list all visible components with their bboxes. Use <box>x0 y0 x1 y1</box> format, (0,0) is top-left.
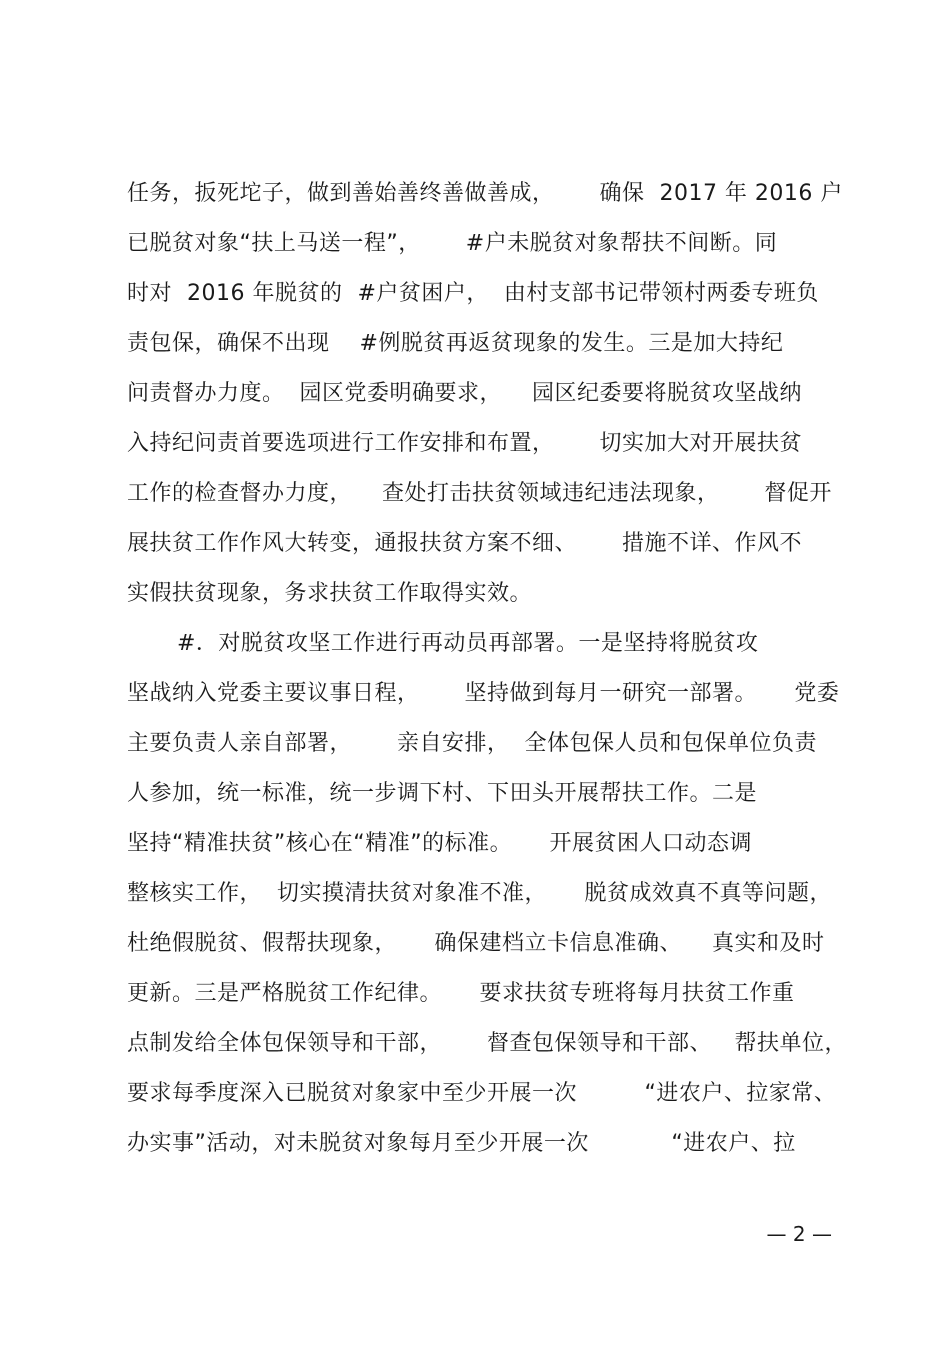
body-text-line: 点制发给全体包保领导和干部， 督查包保领导和干部、 帮扶单位， <box>127 1031 847 1056</box>
body-text-line: 要求每季度深入已脱贫对象家中至少开展一次 “进农户、拉家常、 <box>127 1081 837 1106</box>
body-text-line: 更新。三是严格脱贫工作纪律。 要求扶贫专班将每月扶贫工作重 <box>127 981 795 1006</box>
body-text-line: 时对 2016 年脱贫的 #户贫困户， 由村支部书记带领村两委专班负 <box>127 281 819 306</box>
body-text-line: 人参加，统一标准，统一步调下村、下田头开展帮扶工作。二是 <box>127 781 758 806</box>
body-text-line: 责包保，确保不出现 #例脱贫再返贫现象的发生。三是加大持纪 <box>127 331 784 356</box>
page-number: — 2 — <box>766 1222 832 1246</box>
body-text-line: 实假扶贫现象，务求扶贫工作取得实效。 <box>127 581 533 606</box>
body-text-line: 已脱贫对象“扶上马送一程”， #户未脱贫对象帮扶不间断。同 <box>127 231 778 256</box>
body-text-line: 杜绝假脱贫、假帮扶现象， 确保建档立卡信息准确、 真实和及时 <box>127 931 825 956</box>
body-text-line: 任务，扳死坨子，做到善始善终善做善成， 确保 2017 年 2016 户 <box>127 181 843 206</box>
body-text-line: 办实事”活动，对未脱贫对象每月至少开展一次 “进农户、拉 <box>127 1131 796 1156</box>
body-text-line: 工作的检查督办力度， 查处打击扶贫领域违纪违法现象， 督促开 <box>127 481 832 506</box>
paragraph-first-line: #．对脱贫攻坚工作进行再动员再部署。一是坚持将脱贫攻 <box>177 631 759 656</box>
body-text-line: 坚战纳入党委主要议事日程， 坚持做到每月一研究一部署。 党委 <box>127 681 840 706</box>
body-text-line: 整核实工作， 切实摸清扶贫对象准不准， 脱贫成效真不真等问题， <box>127 881 832 906</box>
body-text-line: 坚持“精准扶贫”核心在“精准”的标准。 开展贫困人口动态调 <box>127 831 753 856</box>
body-text-line: 展扶贫工作作风大转变，通报扶贫方案不细、 措施不详、作风不 <box>127 531 802 556</box>
body-text-line: 问责督办力度。 园区党委明确要求， 园区纪委要将脱贫攻坚战纳 <box>127 381 802 406</box>
body-text-line: 入持纪问责首要选项进行工作安排和布置， 切实加大对开展扶贫 <box>127 431 802 456</box>
body-text-line: 主要负责人亲自部署， 亲自安排， 全体包保人员和包保单位负责 <box>127 731 817 756</box>
